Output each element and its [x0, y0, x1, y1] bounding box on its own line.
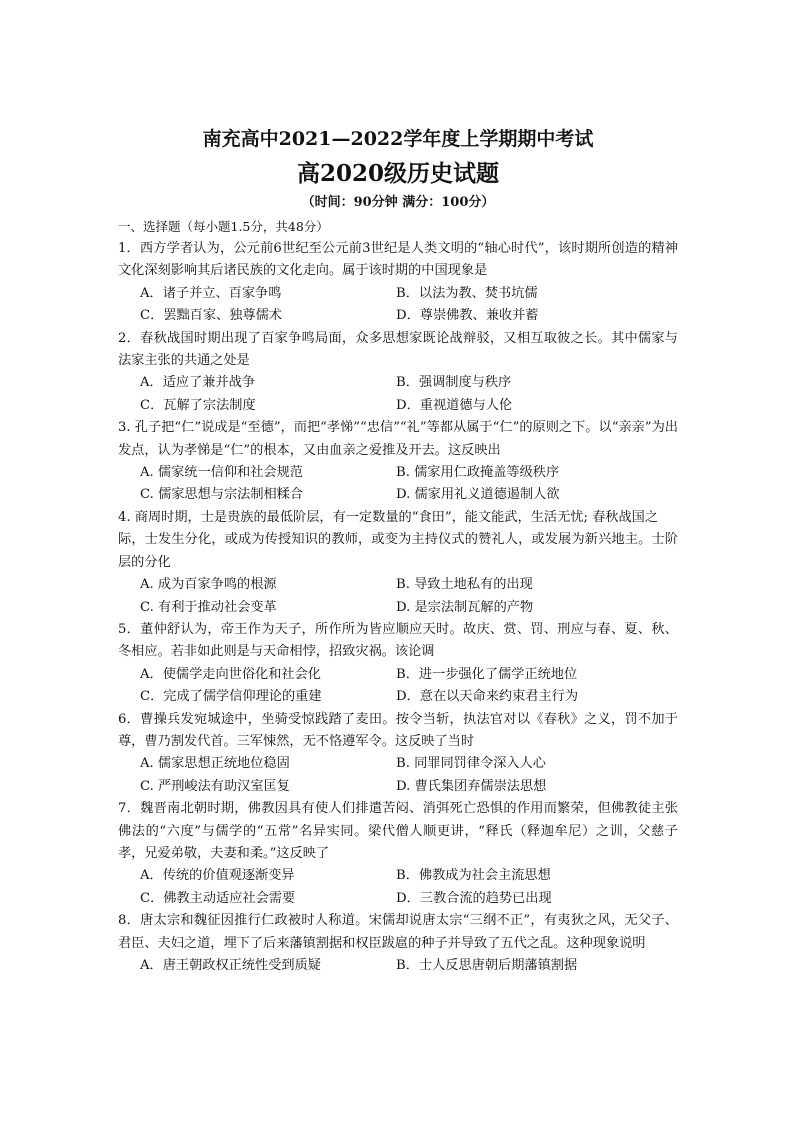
question-5-options	[118, 664, 678, 709]
question-stem: 4. 商周时期，士是贵族的最低阶层，有一定数量的“食田”，能文能武，生活无忧; 春秋战国之	[118, 509, 659, 525]
option-c: C．罢黜百家、独尊儒术	[140, 308, 282, 324]
option-c: C. 严刑峻法有助汉室匡复	[140, 778, 290, 794]
option-a: A．使儒学走向世俗化和社会化	[140, 666, 321, 682]
question-8	[118, 910, 678, 955]
option-b: B．以法为教、焚书坑儒	[396, 285, 538, 301]
question-1-options	[118, 283, 678, 328]
option-d: D．三教合流的趋势已出现	[396, 890, 552, 906]
question-stem-continued: 际，士发生分化，或成为传授知识的教师，或变为主持仪式的赞礼人，或发展为新兴地主。士阶层的分化	[118, 532, 678, 570]
question-6-options	[118, 753, 678, 798]
exam-page	[118, 120, 678, 977]
question-7-options	[118, 865, 678, 910]
option-d: D．重视道德与人伦	[396, 397, 513, 413]
option-a: A. 成为百家争鸣的根源	[140, 577, 277, 593]
option-a: A．唐王朝政权正统性受到质疑	[140, 958, 321, 973]
exam-meta: （时间：90分钟 满分：100分）	[301, 195, 495, 210]
section-heading: 一、选择题（每小题1.5分，共48分）	[118, 219, 329, 234]
option-b: B. 同罪同罚律令深入人心	[396, 756, 546, 772]
option-b: B. 导致土地私有的出现	[396, 577, 533, 593]
question-3	[118, 417, 678, 462]
exam-subtitle: 高2020级历史试题	[296, 160, 499, 187]
question-4	[118, 507, 678, 574]
option-b: B. 儒家用仁政掩盖等级秩序	[396, 465, 560, 481]
question-8-options	[118, 955, 678, 977]
option-a: A．适应了兼并战争	[140, 375, 256, 391]
option-c: C. 有利于推动社会变革	[140, 599, 277, 615]
option-c: C. 儒家思想与宗法制相糅合	[140, 487, 304, 503]
option-b: B．佛教成为社会主流思想	[396, 868, 551, 884]
option-d: D. 儒家用礼义道德遏制人欲	[396, 487, 560, 503]
question-stem: 8．唐太宗和魏征因推行仁政被时人称道。宋儒却说唐太宗“三纲不正”，有夷狄之风，无父子、君臣、夫妇之道，埋下了后来藩镇割据和权臣跋扈的种子并导致了五代之乱。这种现象说明	[118, 913, 678, 951]
question-2	[118, 328, 678, 373]
option-c: C．佛教主动适应社会需要	[140, 890, 296, 906]
question-stem: 2．春秋战国时期出现了百家争鸣局面，众多思想家既论战辩驳，又相互取彼之长。其中儒家与法家主张的共通之处是	[118, 330, 678, 369]
exam-title: 南充高中2021—2022学年度上学期期中考试	[202, 128, 594, 150]
question-2-options	[118, 372, 678, 417]
option-a: A. 儒家统一信仰和社会规范	[140, 465, 303, 481]
question-stem: 1．西方学者认为，公元前6世纪至公元前3世纪是人类文明的“轴心时代”，该时期所创造的精神文化深刻影响其后诸民族的文化走向。属于该时期的中国现象是	[118, 241, 678, 279]
question-1	[118, 238, 678, 283]
question-4-options	[118, 574, 678, 619]
option-d: D. 曹氏集团弃儒崇法思想	[396, 778, 547, 794]
option-b: B．士人反思唐朝后期藩镇割据	[396, 958, 578, 973]
option-d: D．尊崇佛教、兼收并蓄	[396, 308, 539, 324]
option-d: D. 是宗法制瓦解的产物	[396, 599, 534, 615]
question-3-options	[118, 462, 678, 507]
question-stem: 5．董仲舒认为，帝王作为天子，所作所为皆应顺应天时。故庆、赏、罚、刑应与春、夏、秋、冬相应。若非如此则是与天命相悖，招致灾祸。该论调	[118, 621, 678, 660]
question-5	[118, 619, 678, 664]
question-stem: 6．曹操兵发宛城途中，坐骑受惊践踏了麦田。按令当斩，执法官对以《春秋》之义，罚不加于尊，曹乃割发代首。三军悚然，无不恪遵军令。这反映了当时	[118, 711, 678, 749]
option-c: C．瓦解了宗法制度	[140, 397, 256, 413]
option-a: A. 儒家思想正统地位稳固	[140, 756, 290, 772]
option-b: B．进一步强化了儒学正统地位	[396, 666, 578, 682]
option-a: A．传统的价值观逐渐变异	[140, 868, 295, 884]
option-a: A．诸子并立、百家争鸣	[140, 285, 282, 301]
question-stem: 7．魏晋南北朝时期，佛教因具有使人们排遣苦闷、消弭死亡恐惧的作用而繁荣，但佛教徒主张佛法的“六度”与儒学的“五常”名异实同。梁代僧人顺更讲，“释氏（释迦牟尼）之训，父慈子孝，兄爱弟敬，夫妻和柔。”这反映了	[118, 801, 678, 861]
question-7	[118, 798, 678, 865]
question-stem: 3. 孔子把“仁”说成是“至德”，而把“孝悌”“忠信”“礼”等都从属于“仁”的原则之下。以“亲亲”为出发点，认为孝悌是“仁”的根本，又由血亲之爱推及开去。这反映出	[118, 420, 678, 458]
option-d: D．意在以天命来约束君主行为	[396, 689, 579, 705]
question-6	[118, 709, 678, 754]
option-c: C．完成了儒学信仰理论的重建	[140, 689, 322, 705]
option-b: B．强调制度与秩序	[396, 375, 512, 391]
